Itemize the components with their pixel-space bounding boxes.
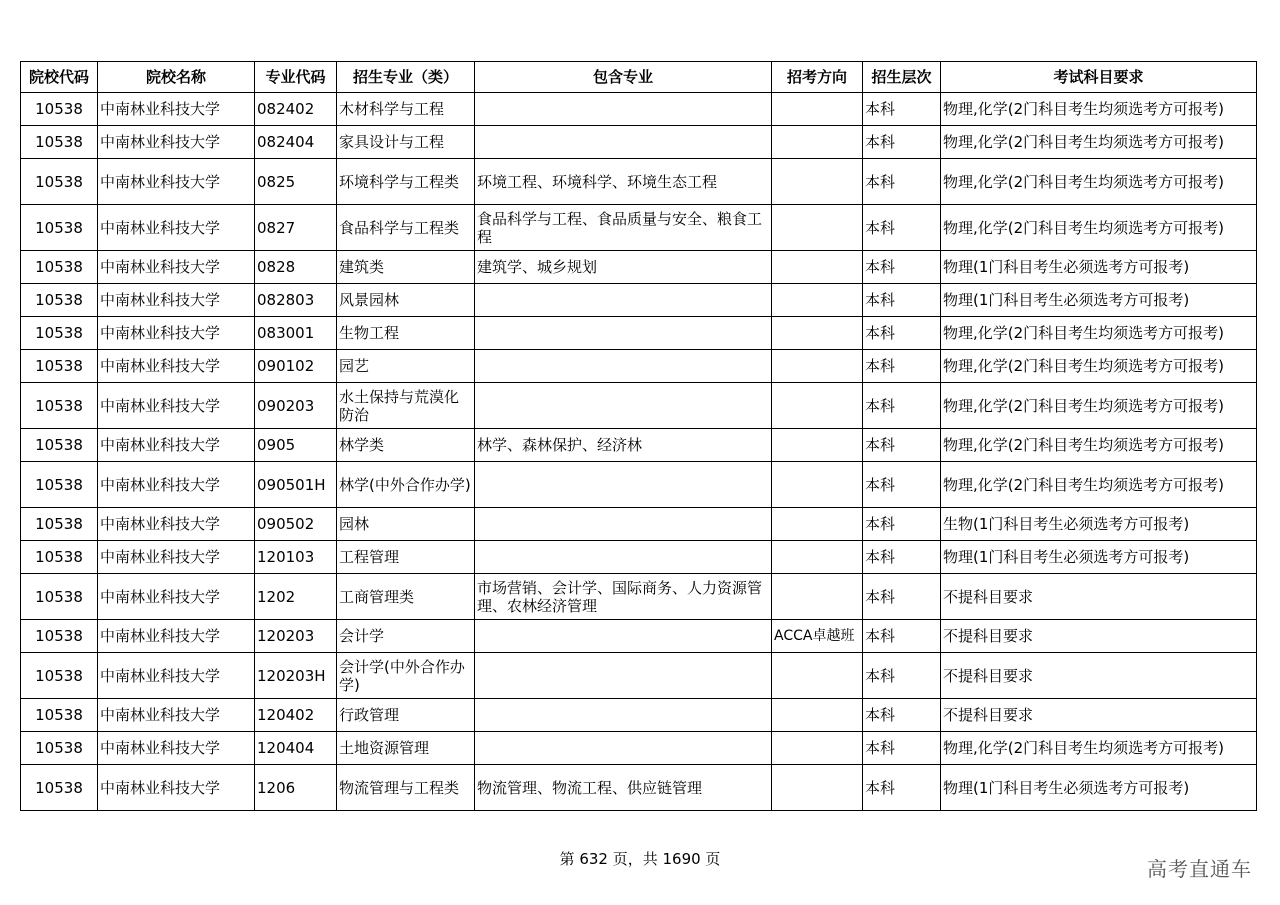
- level-cell: 本科: [863, 383, 941, 429]
- level-cell: 本科: [863, 508, 941, 541]
- requirement-cell: 物理,化学(2门科目考生均须选考方可报考): [941, 159, 1257, 205]
- requirement-cell: 物理(1门科目考生必须选考方可报考): [941, 251, 1257, 284]
- major-code-cell: 1206: [255, 765, 337, 811]
- requirement-cell: 物理,化学(2门科目考生均须选考方可报考): [941, 126, 1257, 159]
- includes-cell: [475, 126, 772, 159]
- includes-cell: [475, 383, 772, 429]
- school-name-cell: 中南林业科技大学: [98, 284, 255, 317]
- includes-cell: [475, 462, 772, 508]
- page-number: 第 632 页，共 1690 页: [559, 850, 721, 868]
- direction-cell: [772, 732, 863, 765]
- header-school-name: 院校名称: [98, 62, 255, 93]
- requirement-cell: 生物(1门科目考生必须选考方可报考): [941, 508, 1257, 541]
- school-code-cell: 10538: [21, 574, 98, 620]
- major-code-cell: 090502: [255, 508, 337, 541]
- table-row: [21, 653, 1257, 699]
- school-code-cell: 10538: [21, 620, 98, 653]
- requirement-cell: 不提科目要求: [941, 699, 1257, 732]
- table-row: [21, 383, 1257, 429]
- school-name-cell: 中南林业科技大学: [98, 653, 255, 699]
- level-cell: 本科: [863, 541, 941, 574]
- major-code-cell: 120103: [255, 541, 337, 574]
- major-code-cell: 082404: [255, 126, 337, 159]
- includes-cell: 建筑学、城乡规划: [475, 251, 772, 284]
- major-cell: 会计学(中外合作办学): [337, 653, 475, 699]
- direction-cell: [772, 462, 863, 508]
- table-row: [21, 317, 1257, 350]
- requirement-cell: 不提科目要求: [941, 620, 1257, 653]
- direction-cell: [772, 574, 863, 620]
- school-name-cell: 中南林业科技大学: [98, 732, 255, 765]
- direction-cell: [772, 93, 863, 126]
- header-row: [21, 62, 1257, 93]
- requirement-cell: 物理,化学(2门科目考生均须选考方可报考): [941, 317, 1257, 350]
- includes-cell: [475, 350, 772, 383]
- level-cell: 本科: [863, 699, 941, 732]
- school-code-cell: 10538: [21, 251, 98, 284]
- direction-cell: [772, 126, 863, 159]
- header-major-code: 专业代码: [255, 62, 337, 93]
- includes-cell: [475, 317, 772, 350]
- table-row: [21, 350, 1257, 383]
- major-code-cell: 1202: [255, 574, 337, 620]
- level-cell: 本科: [863, 317, 941, 350]
- school-name-cell: 中南林业科技大学: [98, 159, 255, 205]
- table-row: [21, 462, 1257, 508]
- table-row: [21, 508, 1257, 541]
- school-name-cell: 中南林业科技大学: [98, 205, 255, 251]
- major-code-cell: 0827: [255, 205, 337, 251]
- school-name-cell: 中南林业科技大学: [98, 317, 255, 350]
- requirement-cell: 物理,化学(2门科目考生均须选考方可报考): [941, 93, 1257, 126]
- major-cell: 工程管理: [337, 541, 475, 574]
- table-row: [21, 205, 1257, 251]
- major-code-cell: 120402: [255, 699, 337, 732]
- requirement-cell: 物理(1门科目考生必须选考方可报考): [941, 541, 1257, 574]
- major-code-cell: 090203: [255, 383, 337, 429]
- requirement-cell: 不提科目要求: [941, 574, 1257, 620]
- major-cell: 食品科学与工程类: [337, 205, 475, 251]
- major-code-cell: 120203H: [255, 653, 337, 699]
- school-name-cell: 中南林业科技大学: [98, 383, 255, 429]
- school-code-cell: 10538: [21, 383, 98, 429]
- school-code-cell: 10538: [21, 205, 98, 251]
- major-cell: 环境科学与工程类: [337, 159, 475, 205]
- major-code-cell: 090102: [255, 350, 337, 383]
- school-code-cell: 10538: [21, 462, 98, 508]
- level-cell: 本科: [863, 462, 941, 508]
- table-row: [21, 574, 1257, 620]
- level-cell: 本科: [863, 574, 941, 620]
- requirement-cell: 物理,化学(2门科目考生均须选考方可报考): [941, 205, 1257, 251]
- requirement-cell: 物理,化学(2门科目考生均须选考方可报考): [941, 462, 1257, 508]
- major-cell: 建筑类: [337, 251, 475, 284]
- level-cell: 本科: [863, 620, 941, 653]
- header-major: 招生专业（类）: [337, 62, 475, 93]
- includes-cell: [475, 93, 772, 126]
- table-row: [21, 429, 1257, 462]
- level-cell: 本科: [863, 126, 941, 159]
- includes-cell: 林学、森林保护、经济林: [475, 429, 772, 462]
- major-code-cell: 090501H: [255, 462, 337, 508]
- major-cell: 林学类: [337, 429, 475, 462]
- header-direction: 招考方向: [772, 62, 863, 93]
- school-name-cell: 中南林业科技大学: [98, 699, 255, 732]
- level-cell: 本科: [863, 284, 941, 317]
- direction-cell: [772, 383, 863, 429]
- direction-cell: [772, 653, 863, 699]
- table-row: [21, 159, 1257, 205]
- major-cell: 物流管理与工程类: [337, 765, 475, 811]
- header-requirement: 考试科目要求: [941, 62, 1257, 93]
- table-row: [21, 732, 1257, 765]
- major-cell: 林学(中外合作办学): [337, 462, 475, 508]
- school-name-cell: 中南林业科技大学: [98, 429, 255, 462]
- table-row: [21, 699, 1257, 732]
- table-row: [21, 251, 1257, 284]
- direction-cell: [772, 350, 863, 383]
- major-code-cell: 120404: [255, 732, 337, 765]
- requirement-cell: 物理,化学(2门科目考生均须选考方可报考): [941, 732, 1257, 765]
- school-code-cell: 10538: [21, 732, 98, 765]
- includes-cell: 市场营销、会计学、国际商务、人力资源管理、农林经济管理: [475, 574, 772, 620]
- major-cell: 行政管理: [337, 699, 475, 732]
- school-name-cell: 中南林业科技大学: [98, 126, 255, 159]
- major-cell: 园艺: [337, 350, 475, 383]
- direction-cell: [772, 429, 863, 462]
- direction-cell: [772, 205, 863, 251]
- header-school-code: 院校代码: [21, 62, 98, 93]
- table-row: [21, 620, 1257, 653]
- major-cell: 生物工程: [337, 317, 475, 350]
- requirement-cell: 物理,化学(2门科目考生均须选考方可报考): [941, 429, 1257, 462]
- school-code-cell: 10538: [21, 284, 98, 317]
- includes-cell: [475, 508, 772, 541]
- requirement-cell: 物理,化学(2门科目考生均须选考方可报考): [941, 383, 1257, 429]
- watermark: 高考直通车: [1147, 857, 1252, 881]
- level-cell: 本科: [863, 429, 941, 462]
- school-code-cell: 10538: [21, 541, 98, 574]
- requirement-cell: 物理(1门科目考生必须选考方可报考): [941, 765, 1257, 811]
- direction-cell: ACCA卓越班: [772, 620, 863, 653]
- requirement-cell: 物理(1门科目考生必须选考方可报考): [941, 284, 1257, 317]
- level-cell: 本科: [863, 765, 941, 811]
- school-name-cell: 中南林业科技大学: [98, 462, 255, 508]
- table-row: [21, 541, 1257, 574]
- table-row: [21, 93, 1257, 126]
- table-row: [21, 284, 1257, 317]
- includes-cell: 食品科学与工程、食品质量与安全、粮食工程: [475, 205, 772, 251]
- direction-cell: [772, 699, 863, 732]
- level-cell: 本科: [863, 205, 941, 251]
- includes-cell: 环境工程、环境科学、环境生态工程: [475, 159, 772, 205]
- major-cell: 工商管理类: [337, 574, 475, 620]
- includes-cell: [475, 541, 772, 574]
- school-code-cell: 10538: [21, 350, 98, 383]
- school-name-cell: 中南林业科技大学: [98, 541, 255, 574]
- school-name-cell: 中南林业科技大学: [98, 251, 255, 284]
- level-cell: 本科: [863, 653, 941, 699]
- includes-cell: [475, 653, 772, 699]
- major-code-cell: 0825: [255, 159, 337, 205]
- major-cell: 木材科学与工程: [337, 93, 475, 126]
- school-name-cell: 中南林业科技大学: [98, 620, 255, 653]
- school-code-cell: 10538: [21, 93, 98, 126]
- header-includes: 包含专业: [475, 62, 772, 93]
- includes-cell: [475, 620, 772, 653]
- school-code-cell: 10538: [21, 765, 98, 811]
- school-name-cell: 中南林业科技大学: [98, 574, 255, 620]
- school-code-cell: 10538: [21, 126, 98, 159]
- major-code-cell: 120203: [255, 620, 337, 653]
- header-level: 招生层次: [863, 62, 941, 93]
- level-cell: 本科: [863, 93, 941, 126]
- level-cell: 本科: [863, 350, 941, 383]
- level-cell: 本科: [863, 732, 941, 765]
- direction-cell: [772, 317, 863, 350]
- level-cell: 本科: [863, 251, 941, 284]
- major-code-cell: 083001: [255, 317, 337, 350]
- table-row: [21, 765, 1257, 811]
- major-code-cell: 0905: [255, 429, 337, 462]
- school-name-cell: 中南林业科技大学: [98, 93, 255, 126]
- major-cell: 家具设计与工程: [337, 126, 475, 159]
- requirement-cell: 不提科目要求: [941, 653, 1257, 699]
- includes-cell: 物流管理、物流工程、供应链管理: [475, 765, 772, 811]
- major-cell: 水土保持与荒漠化防治: [337, 383, 475, 429]
- major-cell: 风景园林: [337, 284, 475, 317]
- major-code-cell: 082803: [255, 284, 337, 317]
- requirement-cell: 物理,化学(2门科目考生均须选考方可报考): [941, 350, 1257, 383]
- direction-cell: [772, 765, 863, 811]
- admission-table: [20, 61, 1257, 811]
- major-code-cell: 082402: [255, 93, 337, 126]
- major-cell: 会计学: [337, 620, 475, 653]
- major-cell: 土地资源管理: [337, 732, 475, 765]
- school-name-cell: 中南林业科技大学: [98, 765, 255, 811]
- direction-cell: [772, 284, 863, 317]
- table-row: [21, 126, 1257, 159]
- school-name-cell: 中南林业科技大学: [98, 508, 255, 541]
- school-code-cell: 10538: [21, 653, 98, 699]
- school-code-cell: 10538: [21, 508, 98, 541]
- level-cell: 本科: [863, 159, 941, 205]
- school-code-cell: 10538: [21, 699, 98, 732]
- major-code-cell: 0828: [255, 251, 337, 284]
- direction-cell: [772, 541, 863, 574]
- school-name-cell: 中南林业科技大学: [98, 350, 255, 383]
- school-code-cell: 10538: [21, 317, 98, 350]
- includes-cell: [475, 284, 772, 317]
- direction-cell: [772, 159, 863, 205]
- major-cell: 园林: [337, 508, 475, 541]
- school-code-cell: 10538: [21, 159, 98, 205]
- includes-cell: [475, 699, 772, 732]
- direction-cell: [772, 508, 863, 541]
- direction-cell: [772, 251, 863, 284]
- includes-cell: [475, 732, 772, 765]
- school-code-cell: 10538: [21, 429, 98, 462]
